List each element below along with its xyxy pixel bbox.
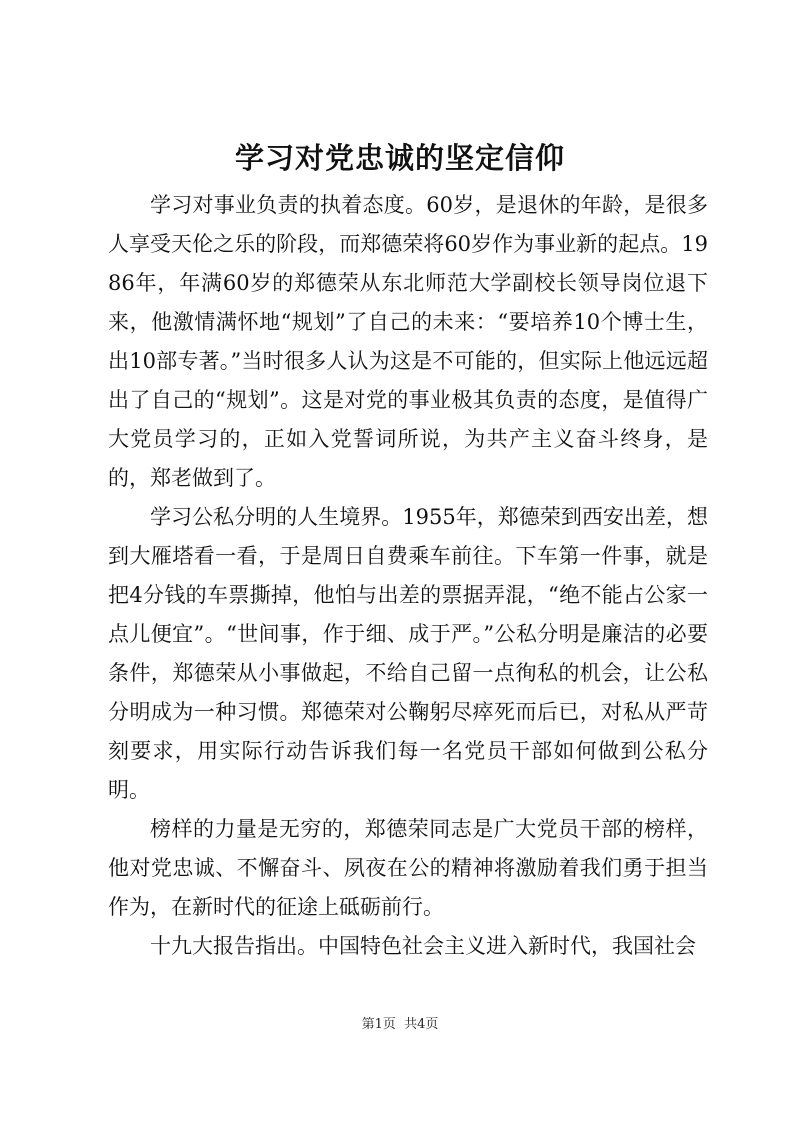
document-body: [108, 186, 708, 966]
page-number-total: 共4页: [404, 1017, 439, 1032]
paragraph-3: 榜样的力量是无穷的，郑德荣同志是广大党员干部的榜样，他对党忠诚、不懈奋斗、夙夜在公的精神将激励着我们勇于担当作为，在新时代的征途上砥砺前行。: [108, 817, 708, 919]
paragraph-4: 十九大报告指出。中国特色社会主义进入新时代，我国社会: [150, 934, 696, 958]
paragraph-2: 学习公私分明的人生境界。1955年，郑德荣到西安出差，想到大雁塔看一看，于是周日自费乘车前往。下车第一件事，就是把4分钱的车票撕掉，他怕与出差的票据弄混，“绝不能占公家一点儿便宜”。“世间事，作于细、成于严。”公私分明是廉洁的必要条件，郑德荣从小事做起，不给自己留一点徇私的机会，让公私分明成为一种习惯。郑德荣对公鞠躬尽瘁死而后已，对私从严苛刻要求，用实际行动告诉我们每一名党员干部如何做到公私分明。: [108, 505, 708, 802]
page-number-current: 第1页: [361, 1017, 396, 1032]
page-footer: [0, 1016, 800, 1034]
paragraph-1: 学习对事业负责的执着态度。60岁，是退休的年龄，是很多人享受天伦之乐的阶段，而郑德荣将60岁作为事业新的起点。1986年，年满60岁的郑德荣从东北师范大学副校长领导岗位退下来，他激情满怀地“规划”了自己的未来：“要培养10个博士生，出10部专著。”当时很多人认为这是不可能的，但实际上他远远超出了自己的“规划”。这是对党的事业极其负责的态度，是值得广大党员学习的，正如入党誓词所说，为共产主义奋斗终身，是的，郑老做到了。: [108, 193, 708, 490]
document-title: 学习对党忠诚的坚定信仰: [234, 141, 565, 175]
